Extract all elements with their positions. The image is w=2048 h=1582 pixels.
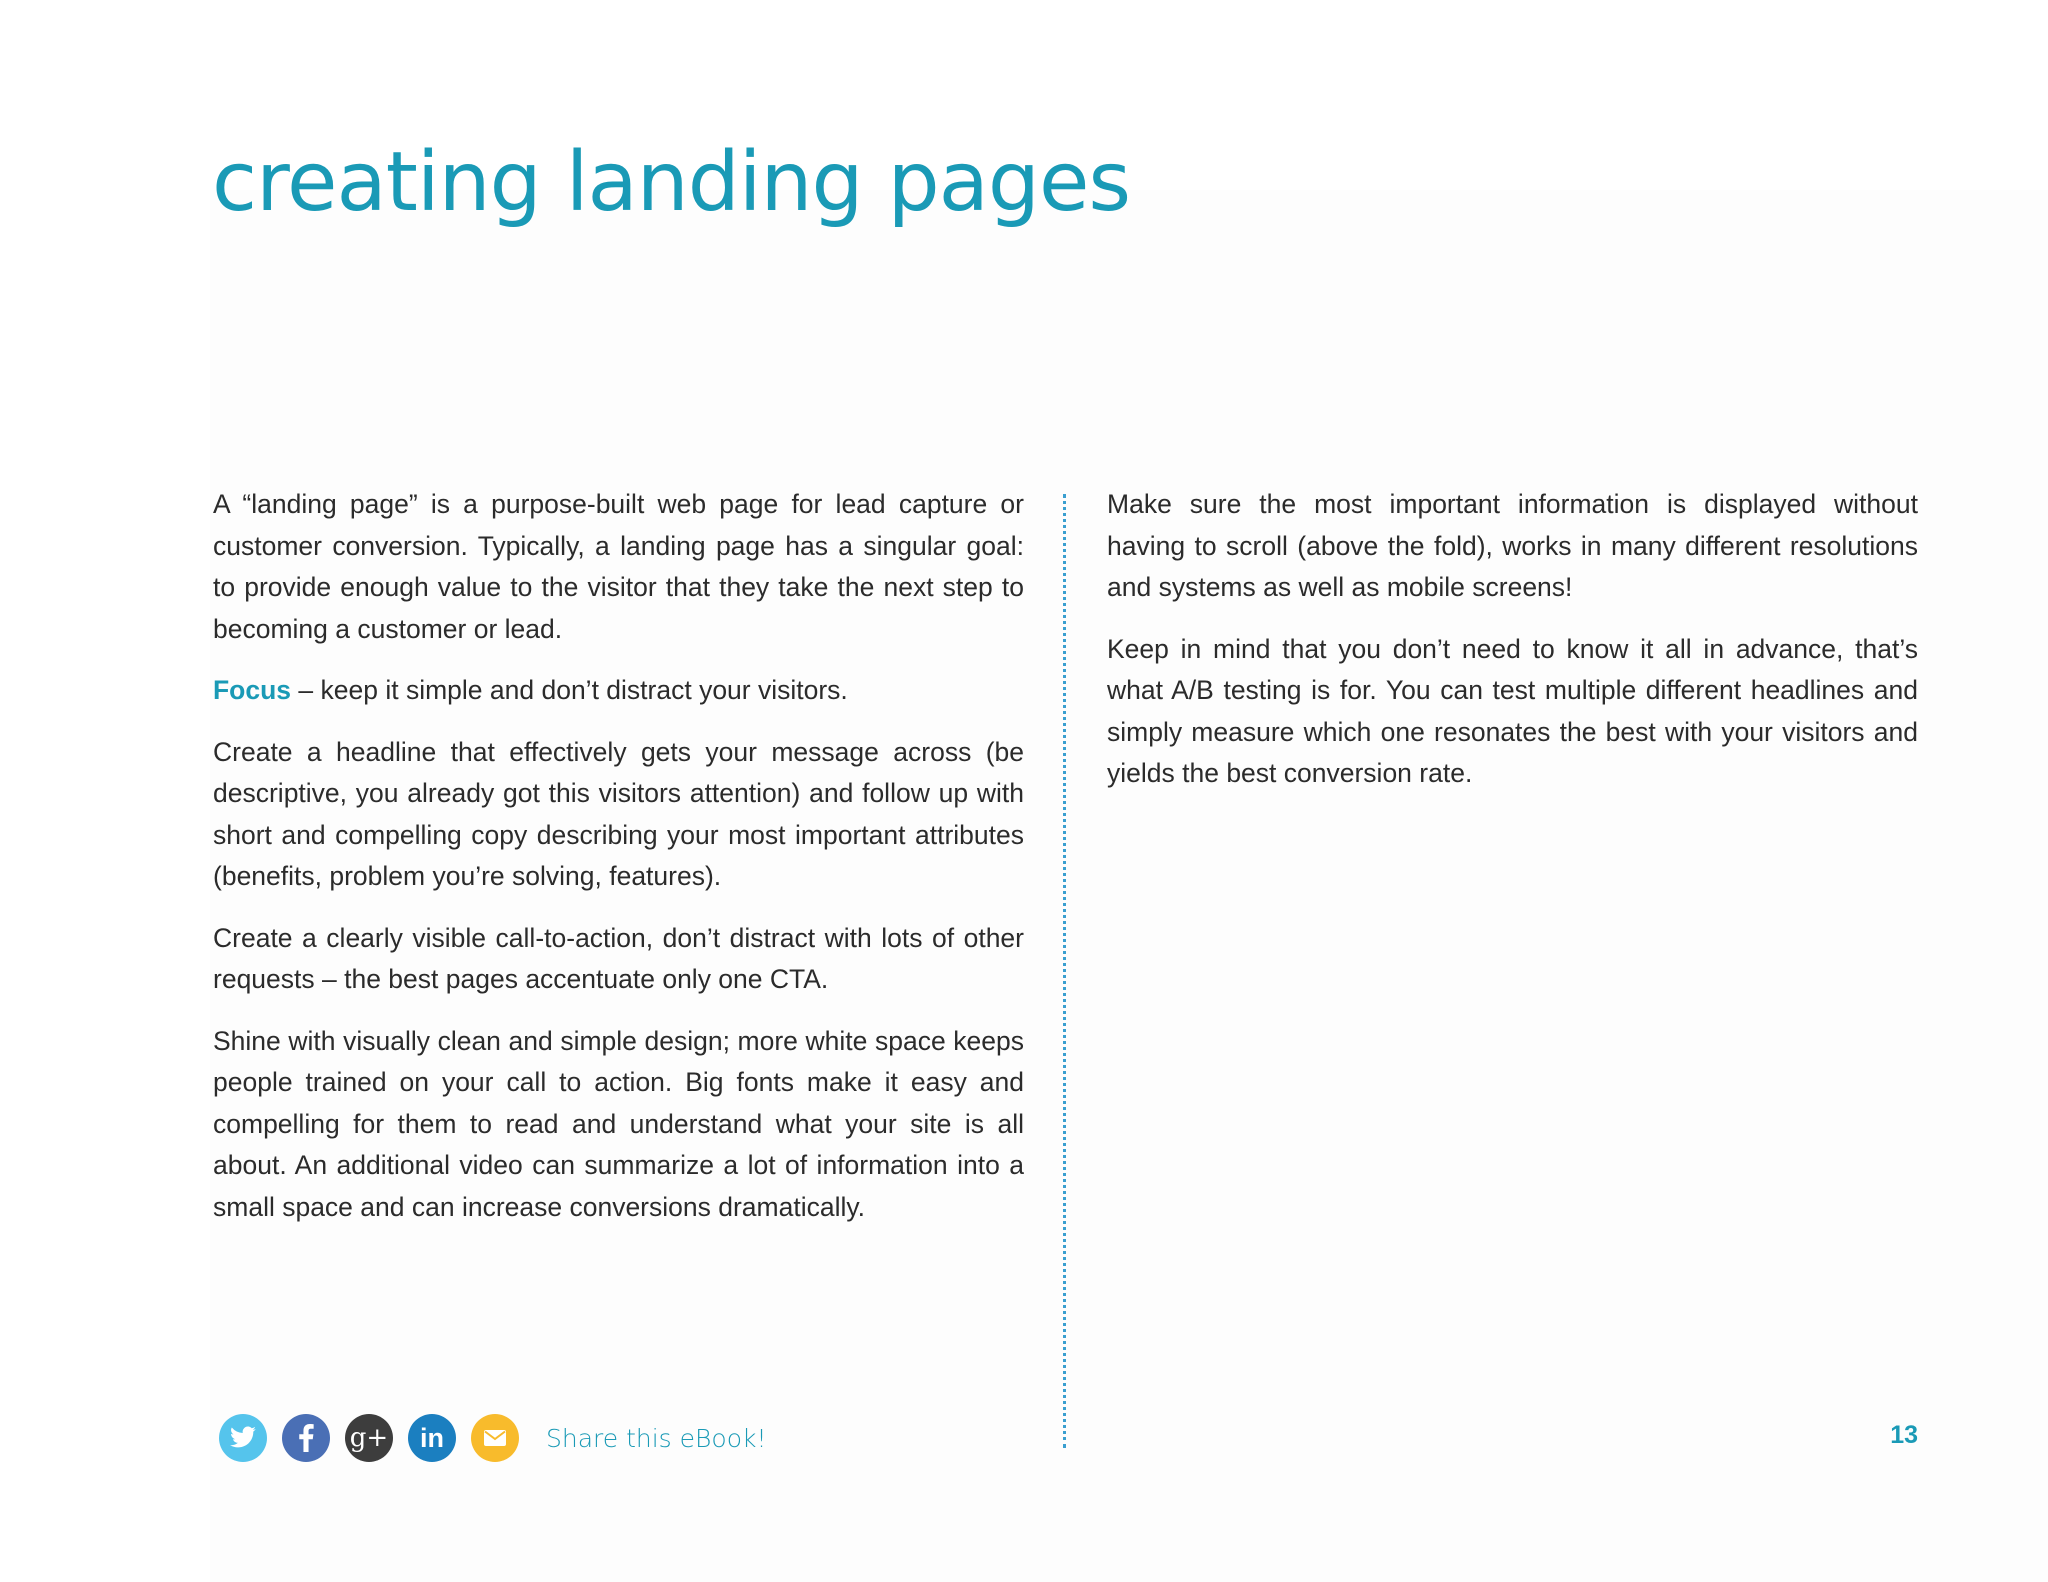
page-number: 13 [1890,1421,1918,1449]
focus-label: Focus [213,675,292,705]
linkedin-icon[interactable]: in [408,1414,456,1462]
share-bar [219,1414,767,1462]
focus-text: – keep it simple and don’t distract your visitors. [291,675,848,705]
left-column [213,484,1024,1248]
intro-paragraph: A “landing page” is a purpose-built web page for lead capture or customer conversion. Typically, a landing page has a singular goal: to provide enough value to the visitor that they take the next step to becoming a customer or lead. [213,489,1024,644]
above-fold-paragraph: Make sure the most important information is displayed without having to scroll (above the fold), works in many different resolutions and systems as well as mobile screens! [1107,489,1918,602]
email-icon[interactable] [471,1414,519,1462]
facebook-icon[interactable] [282,1414,330,1462]
share-ebook-link[interactable]: Share this eBook! [546,1423,767,1453]
twitter-icon[interactable] [219,1414,267,1462]
design-paragraph: Shine with visually clean and simple design; more white space keeps people trained on your call to action. Big fonts make it easy and compelling for them to read and understand what your site is all about. An additional video can summarize a lot of information into a small space and can increase conversions dramatically. [213,1025,1024,1222]
google-plus-icon[interactable]: g+ [345,1414,393,1462]
headline-paragraph: Create a headline that effectively gets your message across (be descriptive, you already got this visitors attention) and follow up with short and compelling copy describing your most important attributes (benefits, problem you’re solving, features). [213,736,1024,891]
cta-paragraph: Create a clearly visible call-to-action, don’t distract with lots of other requests – the best pages accentuate only one CTA. [213,922,1024,994]
focus-paragraph [213,670,1024,712]
column-divider [1063,494,1066,1448]
page-title: creating landing pages [212,135,1131,230]
right-column [1107,484,1918,815]
ab-testing-paragraph: Keep in mind that you don’t need to know it all in advance, that’s what A/B testing is for. You can test multiple different headlines and simply measure which one resonates the best with your visitors and yields the best conversion rate. [1107,633,1918,788]
